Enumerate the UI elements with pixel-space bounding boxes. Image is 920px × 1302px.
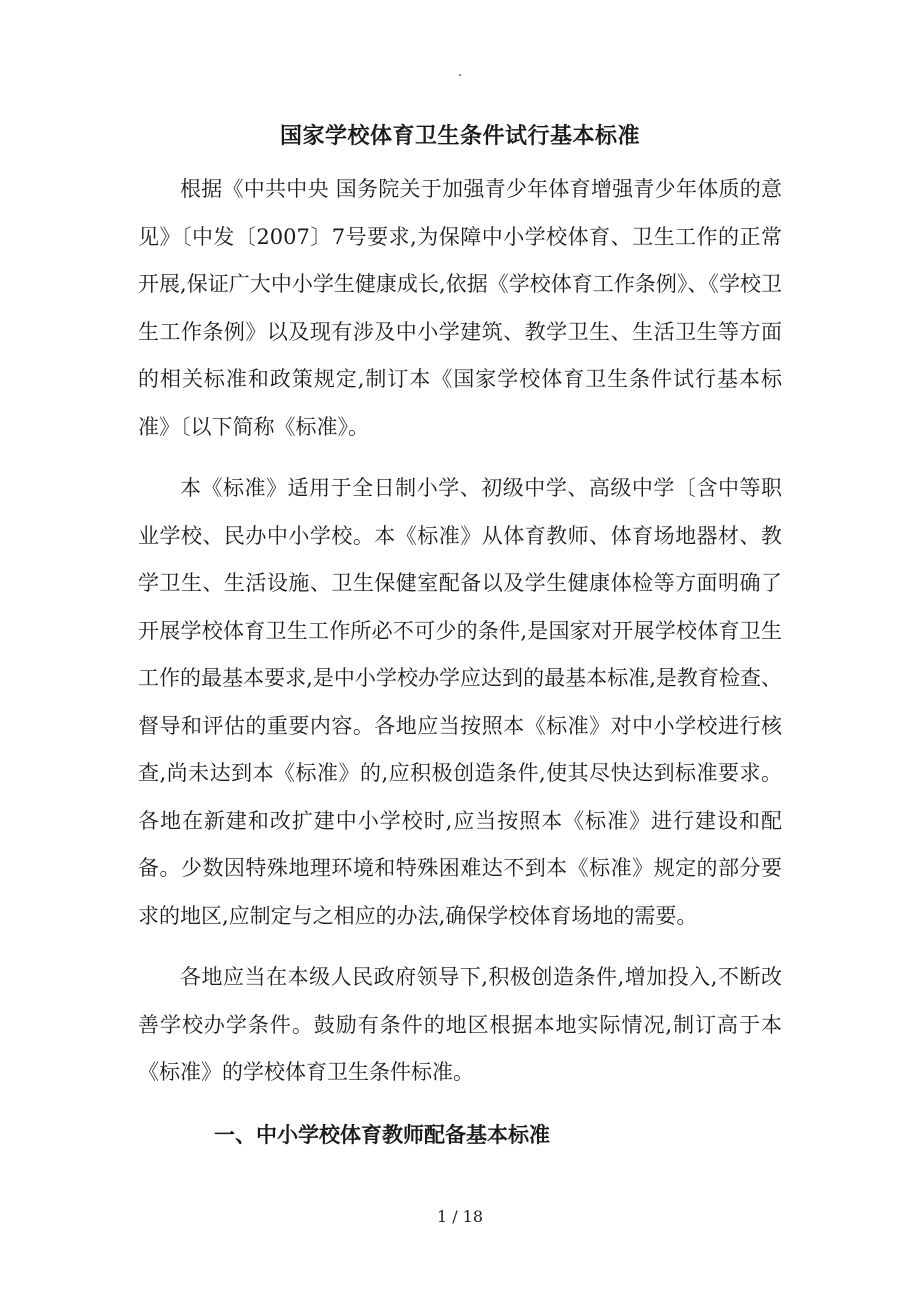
document-body [138,166,782,1158]
paragraph-3: 各地应当在本级人民政府领导下,积极创造条件,增加投入,不断改善学校办学条件。鼓励有条件的地区根据本地实际情况,制订高于本《标准》的学校体育卫生条件标准。 [138,965,782,1084]
paragraph-2: 本《标准》适用于全日制小学、初级中学、高级中学〔含中等职业学校、民办中小学校。本《标准》从体育教师、体育场地器材、教学卫生、生活设施、卫生保健室配备以及学生健康体检等方面明确了开展学校体育卫生工作所必不可少的条件,是国家对开展学校体育卫生工作的最基本要求,是中小学校办学应达到的最基本标准,是教育检查、督导和评估的重要内容。各地应当按照本《标准》对中小学校进行核查,尚未达到本《标准》的,应积极创造条件,使其尽快达到标准要求。各地在新建和改扩建中小学校时,应当按照本《标准》进行建设和配备。少数因特殊地理环境和特殊困难达不到本《标准》规定的部分要求的地区,应制定与之相应的办法,确保学校体育场地的需要。 [138,476,782,928]
page-indicator: 1 / 18 [436,1207,484,1226]
section-heading: 一、中小学校体育教师配备基本标准 [214,1121,550,1147]
paragraph-1: 根据《中共中央 国务院关于加强青少年体育增强青少年体质的意见》〔中发〔2007〕7号要求,为保障中小学校体育、卫生工作的正常开展,保证广大中小学生健康成长,依据《学校体育工作条例》、《学校卫生工作条例》以及现有涉及中小学建筑、教学卫生、生活卫生等方面的相关标准和政策规定,制订本《国家学校体育卫生条件试行基本标准》〔以下简称《标准》。 [138,177,782,439]
document-title: 国家学校体育卫生条件试行基本标准 [279,123,640,149]
header-mark: . [457,64,463,80]
